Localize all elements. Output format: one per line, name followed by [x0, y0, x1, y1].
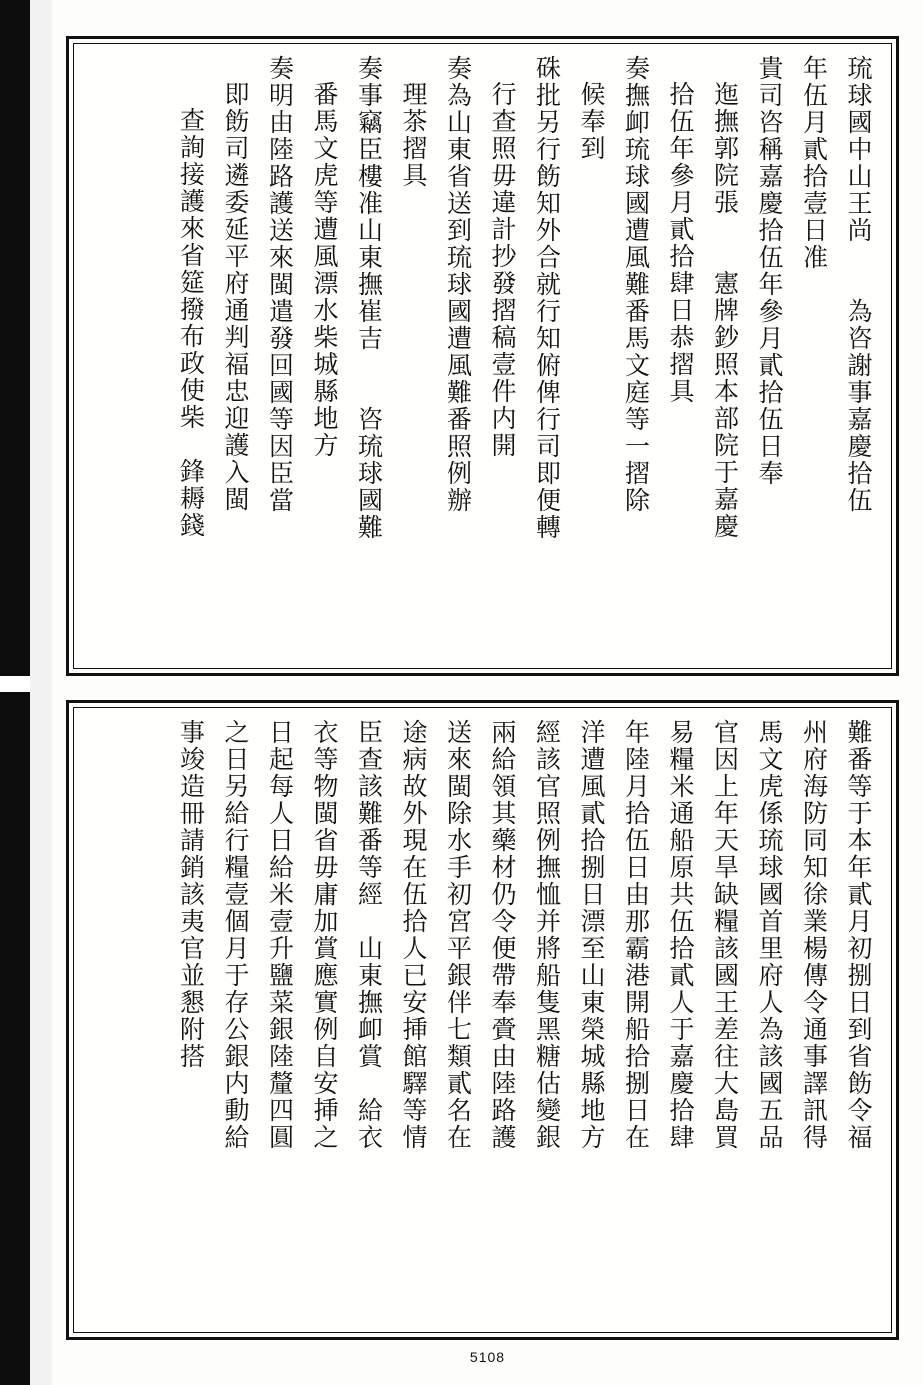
- text-column: 理茶摺具: [399, 81, 428, 189]
- text-column: 年陸月拾伍日由那霸港開船拾捌日在: [621, 719, 651, 1151]
- scan-edge-left: [0, 0, 30, 1385]
- text-column: 易糧米通船原共伍拾貳人于嘉慶拾肆: [666, 719, 695, 1151]
- text-column: 查詢接護來省筵撥布政使柴 鋒耨錢: [176, 107, 206, 539]
- text-column: 洋遭風貳拾捌日漂至山東榮城縣地方: [577, 719, 606, 1151]
- text-column: 之日另給行糧壹個月于存公銀内動給: [221, 719, 250, 1151]
- text-column: 候奉到: [577, 81, 606, 162]
- text-column: 奏撫卹琉球國遭風難番馬文庭等一摺除: [621, 55, 651, 514]
- text-block-top: [66, 36, 899, 676]
- text-column: 州府海防同知徐業楊傳令通事譯訊得: [799, 719, 829, 1151]
- text-column: 年伍月貳拾壹日准: [799, 55, 829, 271]
- vertical-columns-top: [85, 55, 880, 657]
- text-column: 奏事竊臣樓准山東撫崔吉 咨琉球國難: [354, 55, 384, 541]
- text-column: 奏明由陸路護送來閩遣發回國等因臣當: [265, 55, 295, 514]
- text-column: 貴司咨稱嘉慶拾伍年參月貳拾伍日奉: [755, 55, 784, 487]
- text-column: 拾伍年參月貳拾肆日恭摺具: [666, 81, 695, 405]
- text-block-bottom: [66, 700, 899, 1340]
- text-column: 奏為山東省送到琉球國遭風難番照例辦: [443, 55, 473, 514]
- text-column: 馬文虎係琉球國首里府人為該國五品: [755, 719, 784, 1151]
- text-column: 兩給領其藥材仍令便帶奉賫由陸路護: [488, 719, 517, 1151]
- text-column: 行查照毋違計抄發摺稿壹件内開: [488, 81, 517, 459]
- text-column: 臣查該難番等經 山東撫卹賞 給衣: [354, 719, 384, 1151]
- text-column: 送來閩除水手初宮平銀伴七類貳名在: [443, 719, 473, 1151]
- text-column: 經該官照例撫恤并將船隻黑糖估變銀: [532, 719, 562, 1151]
- text-column: 迤撫郭院張 憲牌鈔照本部院于嘉慶: [710, 81, 740, 540]
- text-column: 即飭司遴委延平府通判福忠迎護入閩: [221, 81, 250, 513]
- text-column: 途病故外現在伍拾人已安挿館驛等情: [399, 719, 428, 1151]
- text-column: 官因上年天旱缺糧該國王差往大島買: [710, 719, 740, 1151]
- text-column: 日起每人日給米壹升鹽菜銀陸釐四圓: [265, 719, 295, 1151]
- text-column: 難番等于本年貳月初捌日到省飭令福: [844, 719, 873, 1151]
- text-column: 番馬文虎等遭風漂水柴城縣地方: [310, 81, 339, 459]
- vertical-columns-bottom: [85, 719, 880, 1321]
- text-column: 硃批另行飭知外合就行知俯俾行司即便轉: [532, 55, 562, 541]
- page-sheet: [52, 0, 923, 1385]
- scan-edge-gap: [0, 676, 30, 692]
- page-number: 5108: [469, 1349, 506, 1365]
- scan-edge-inner: [30, 0, 52, 1385]
- text-column: 琉球國中山王尚 為咨謝事嘉慶拾伍: [844, 55, 873, 514]
- text-column: 事竣造冊請銷該夷官並懇附搭: [176, 719, 206, 1070]
- text-column: 衣等物閩省毋庸加賞應實例自安挿之: [310, 719, 339, 1151]
